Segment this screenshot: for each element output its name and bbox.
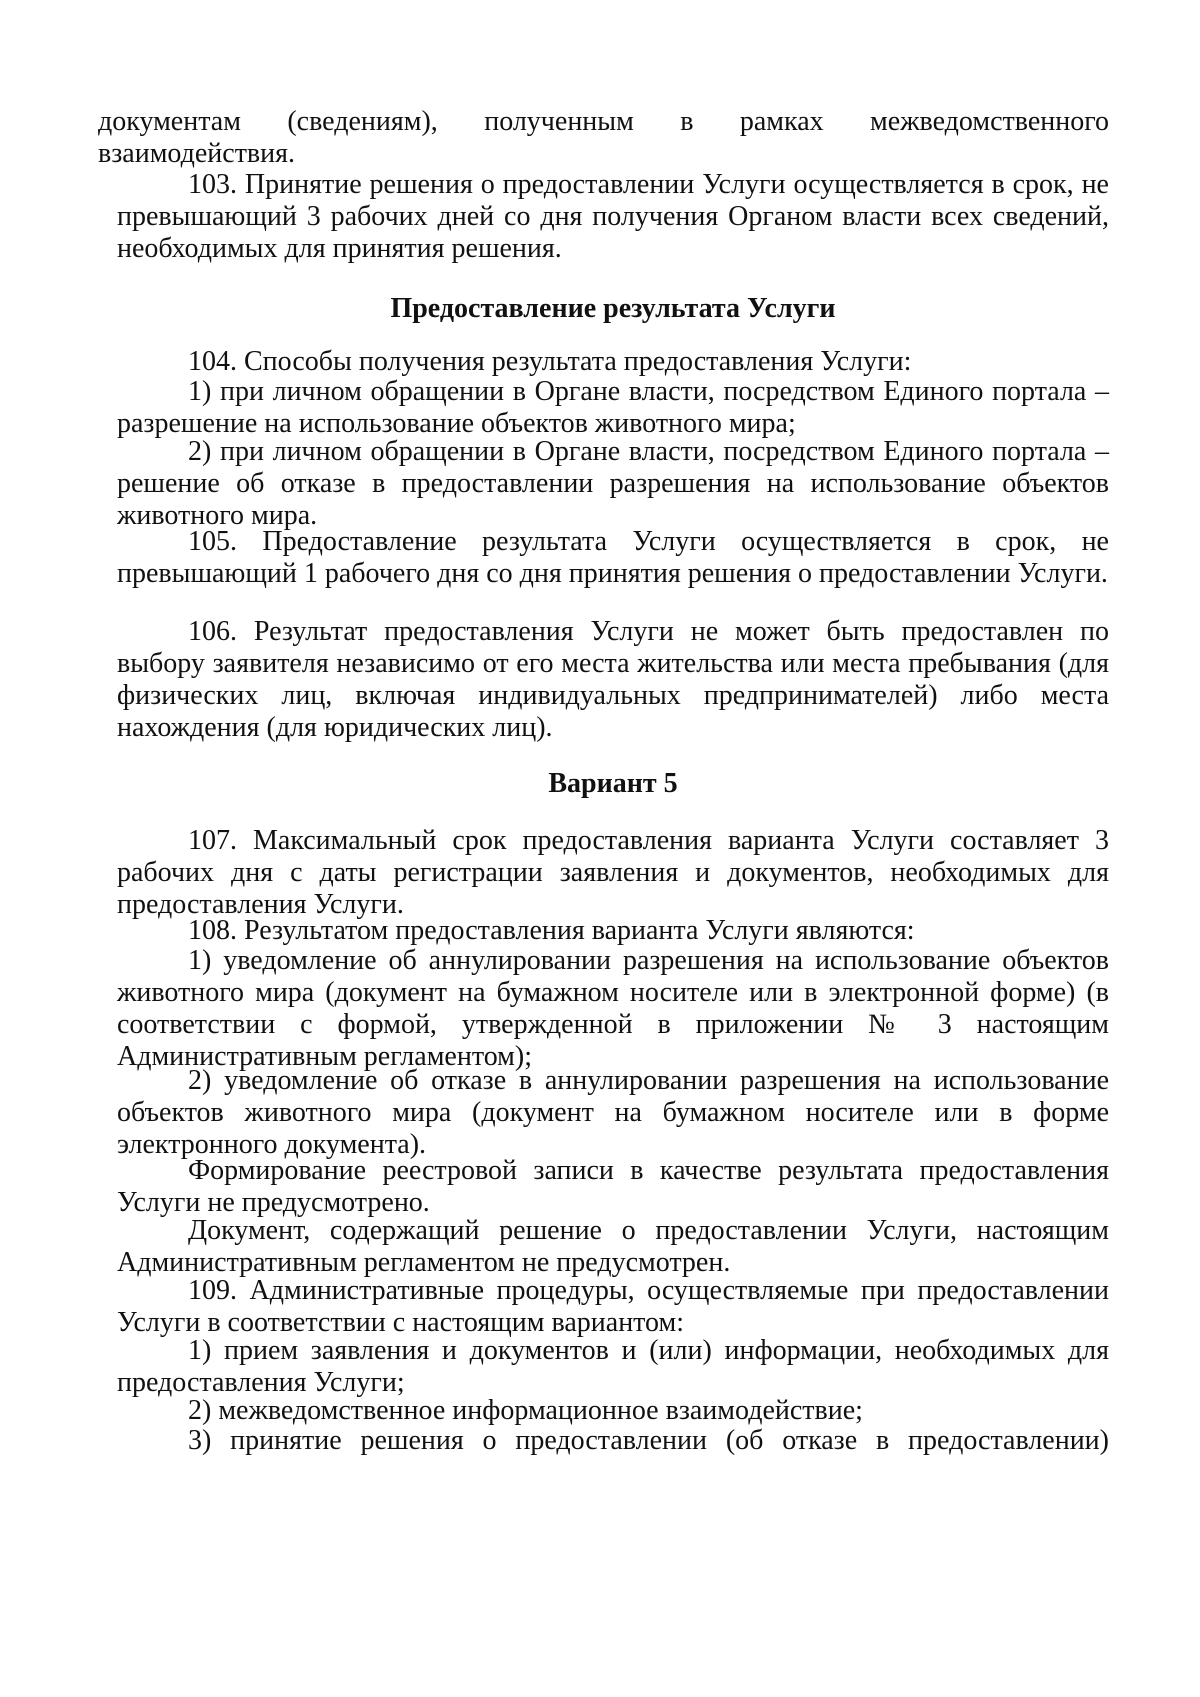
paragraph-decision-document: Документ, содержащий решение о предоставлении Услуги, настоящим Административным регламентом не предусмотрен. <box>117 1215 1109 1278</box>
paragraph-104-item-1: 1) при личном обращении в Органе власти, посредством Единого портала – разрешение на использование объектов животного мира; <box>117 376 1109 439</box>
paragraph-109-item-3: 3) принятие решения о предоставлении (об отказе в предоставлении) <box>188 1425 1109 1456</box>
section-heading-variant: Вариант 5 <box>548 768 678 799</box>
paragraph-108-item-2: 2) уведомление об отказе в аннулировании разрешения на использование объектов животного мира (документ на бумажном носителе или в форме электронного документа). <box>117 1065 1109 1160</box>
paragraph-104: 104. Способы получения результата предоставления Услуги: <box>188 346 912 377</box>
paragraph-106: 106. Результат предоставления Услуги не может быть предоставлен по выбору заявителя независимо от его места жительства или места пребывания (для физических лиц, включая индивидуальных предпринимателей) либо места нахождения (для юридических лиц). <box>117 616 1109 743</box>
paragraph-103: 103. Принятие решения о предоставлении Услуги осуществляется в срок, не превышающий 3 рабочих дней со дня получения Органом власти всех сведений, необходимых для принятия решения. <box>117 169 1109 264</box>
paragraph-continuation: документам (сведениям), полученным в рамках межведомственного взаимодействия. <box>98 106 1109 169</box>
paragraph-109: 109. Административные процедуры, осуществляемые при предоставлении Услуги в соответствии с настоящим вариантом: <box>117 1275 1109 1338</box>
paragraph-105: 105. Предоставление результата Услуги осуществляется в срок, не превышающий 1 рабочего дня со дня принятия решения о предоставлении Услуги. <box>117 526 1109 589</box>
paragraph-registry-record: Формирование реестровой записи в качестве результата предоставления Услуги не предусмотрено. <box>117 1155 1109 1218</box>
paragraph-107: 107. Максимальный срок предоставления варианта Услуги составляет 3 рабочих дня с даты регистрации заявления и документов, необходимых для предоставления Услуги. <box>117 825 1109 920</box>
paragraph-108-item-1: 1) уведомление об аннулировании разрешения на использование объектов животного мира (документ на бумажном носителе или в электронной форме) (в соответствии с формой, утвержденной в приложении № 3 настоящим Административным регламентом); <box>117 945 1109 1072</box>
section-heading-result: Предоставление результата Услуги <box>390 293 836 324</box>
paragraph-108: 108. Результатом предоставления варианта Услуги являются: <box>188 915 915 946</box>
paragraph-109-item-1: 1) прием заявления и документов и (или) информации, необходимых для предоставления Услуги; <box>117 1335 1109 1398</box>
paragraph-104-item-2: 2) при личном обращении в Органе власти, посредством Единого портала – решение об отказе в предоставлении разрешения на использование объектов животного мира. <box>117 436 1109 531</box>
paragraph-109-item-2: 2) межведомственное информационное взаимодействие; <box>188 1395 863 1426</box>
